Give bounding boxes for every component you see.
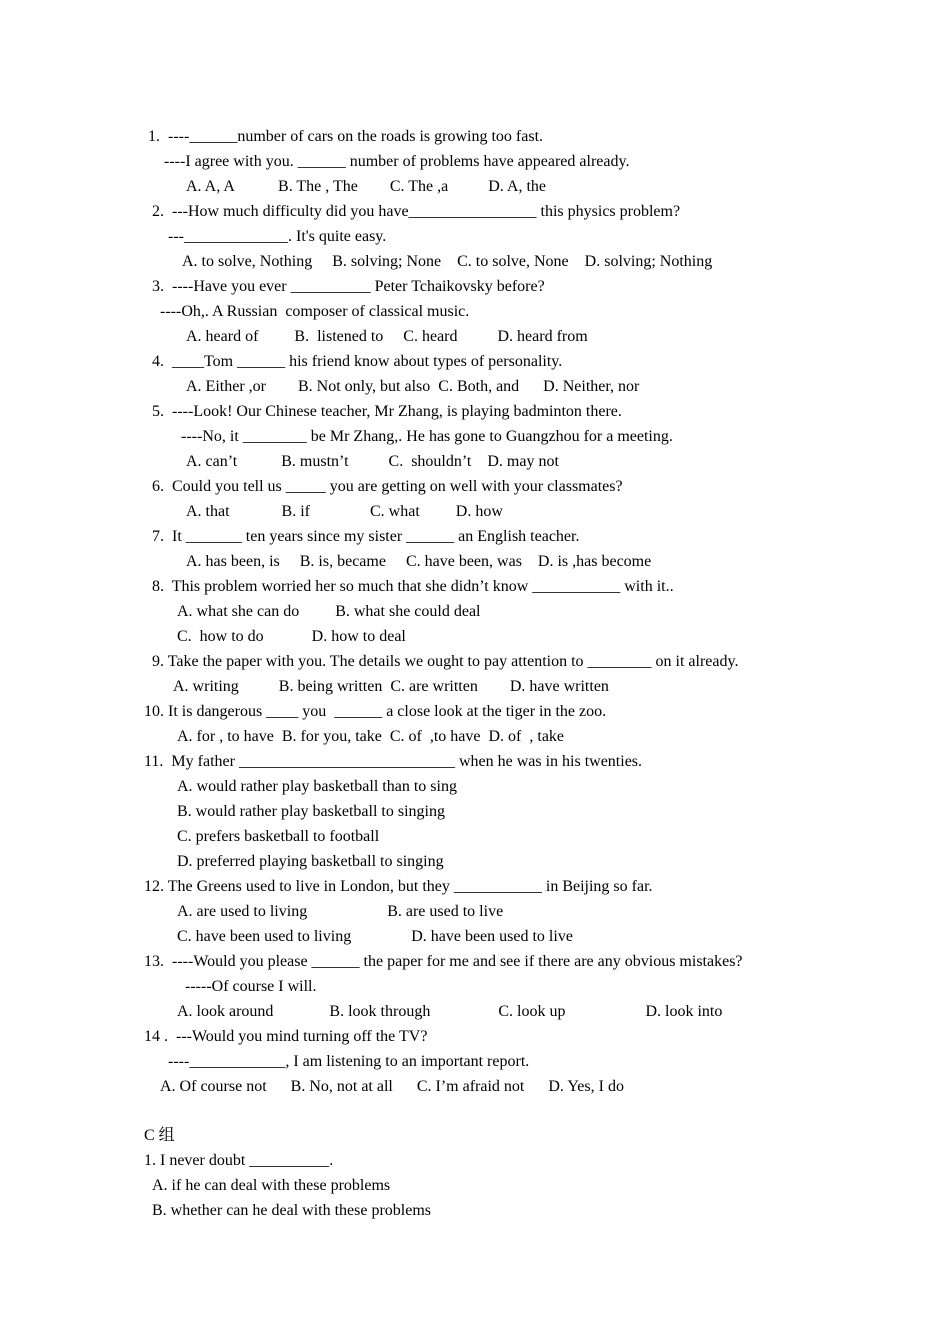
- q2-stem: 2. ---How much difficulty did you have________________ this physics problem?: [152, 203, 681, 220]
- q3-options: A. heard of B. listened to C. heard D. heard from: [186, 328, 588, 345]
- q11-stem: 11. My father ___________________________ when he was in his twenties.: [144, 753, 643, 770]
- q13-options: A. look around B. look through C. look up D. look into: [177, 1003, 723, 1020]
- q7-stem: 7. It _______ ten years since my sister ______ an English teacher.: [152, 528, 580, 545]
- q8-stem: 8. This problem worried her so much that she didn’t know ___________ with it..: [152, 578, 674, 595]
- q3-response: ----Oh,. A Russian composer of classical music.: [160, 303, 470, 320]
- q9-stem: 9. Take the paper with you. The details we ought to pay attention to ________ on it already.: [152, 653, 739, 670]
- q11-option-c: C. prefers basketball to football: [177, 828, 380, 845]
- q14-options: A. Of course not B. No, not at all C. I’m afraid not D. Yes, I do: [160, 1078, 624, 1095]
- q1-options: A. A, A B. The , The C. The ,a D. A, the: [186, 178, 546, 195]
- q1-response: ----I agree with you. ______ number of problems have appeared already.: [164, 153, 630, 170]
- q2-options: A. to solve, Nothing B. solving; None C. to solve, None D. solving; Nothing: [182, 253, 713, 270]
- q4-options: A. Either ,or B. Not only, but also C. Both, and D. Neither, nor: [186, 378, 640, 395]
- q6-options: A. that B. if C. what D. how: [186, 503, 503, 520]
- q14-stem: 14 . ---Would you mind turning off the TV?: [144, 1028, 428, 1045]
- q2-response: ---_____________. It's quite easy.: [168, 228, 387, 245]
- c1-option-a: A. if he can deal with these problems: [152, 1177, 391, 1194]
- q11-option-d: D. preferred playing basketball to singing: [177, 853, 444, 870]
- q5-response: ----No, it ________ be Mr Zhang,. He has gone to Guangzhou for a meeting.: [181, 428, 673, 445]
- q11-option-a: A. would rather play basketball than to sing: [177, 778, 457, 795]
- q5-options: A. can’t B. mustn’t C. shouldn’t D. may not: [186, 453, 559, 470]
- q7-options: A. has been, is B. is, became C. have been, was D. is ,has become: [186, 553, 652, 570]
- q6-stem: 6. Could you tell us _____ you are getting on well with your classmates?: [152, 478, 623, 495]
- q14-response: ----____________, I am listening to an important report.: [168, 1053, 530, 1070]
- q5-stem: 5. ----Look! Our Chinese teacher, Mr Zhang, is playing badminton there.: [152, 403, 622, 420]
- q4-stem: 4. ____Tom ______ his friend know about types of personality.: [152, 353, 563, 370]
- q9-options: A. writing B. being written C. are written D. have written: [173, 678, 609, 695]
- c1-option-b: B. whether can he deal with these problems: [152, 1202, 432, 1219]
- q8-options-cd: C. how to do D. how to deal: [177, 628, 406, 645]
- q10-options: A. for , to have B. for you, take C. of ,to have D. of , take: [177, 728, 565, 745]
- q3-stem: 3. ----Have you ever __________ Peter Tchaikovsky before?: [152, 278, 545, 295]
- q13-stem: 13. ----Would you please ______ the paper for me and see if there are any obvious mistakes?: [144, 953, 743, 970]
- q12-options-cd: C. have been used to living D. have been used to live: [177, 928, 573, 945]
- q1-stem: 1. ----______number of cars on the roads is growing too fast.: [148, 128, 544, 145]
- q12-stem: 12. The Greens used to live in London, but they ___________ in Beijing so far.: [144, 878, 653, 895]
- c1-stem: 1. I never doubt __________.: [144, 1152, 334, 1169]
- q13-response: -----Of course I will.: [185, 978, 317, 995]
- q10-stem: 10. It is dangerous ____ you ______ a close look at the tiger in the zoo.: [144, 703, 607, 720]
- q8-options-ab: A. what she can do B. what she could deal: [177, 603, 481, 620]
- q12-options-ab: A. are used to living B. are used to live: [177, 903, 504, 920]
- section-c-heading: C 组: [144, 1127, 175, 1144]
- q11-option-b: B. would rather play basketball to singing: [177, 803, 445, 820]
